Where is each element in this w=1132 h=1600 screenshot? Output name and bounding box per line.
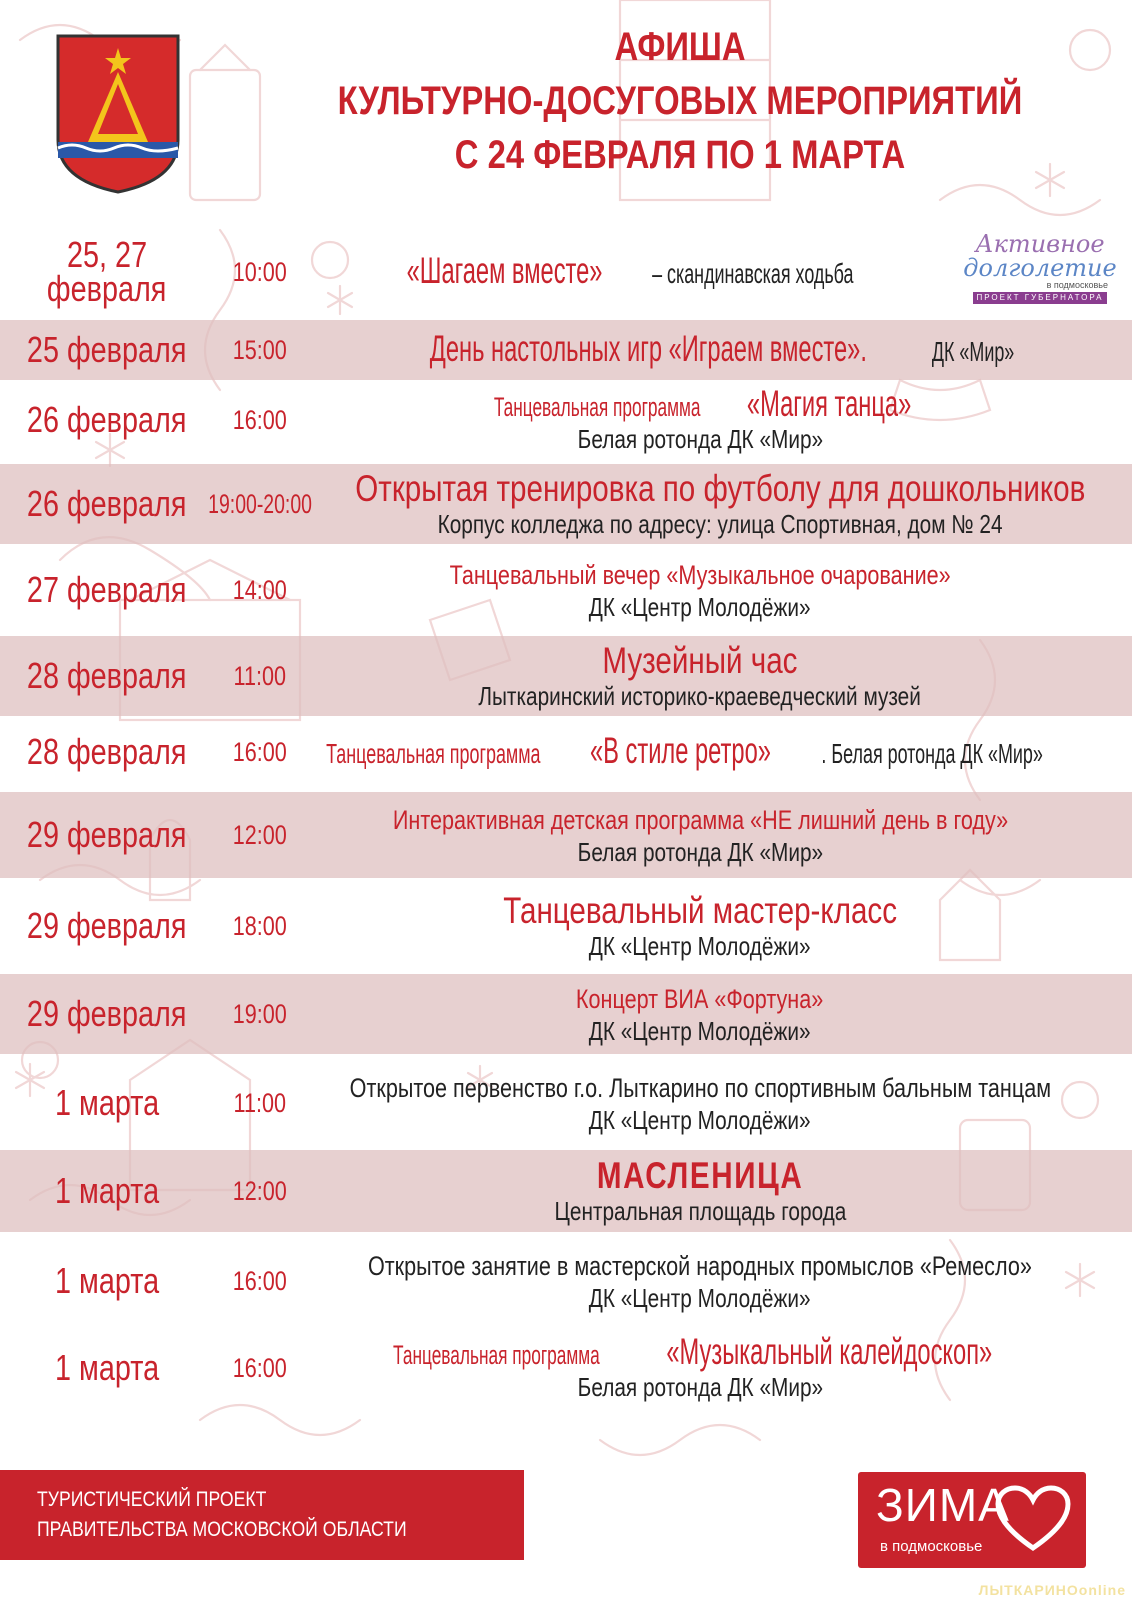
event-date: 26 февраля xyxy=(27,483,187,524)
event-description: День настольных игр «Играем вместе».ДК «Мир» xyxy=(429,327,1015,369)
event-time: 14:00 xyxy=(232,574,288,605)
event-time: 19:00 xyxy=(232,998,288,1029)
event-time: 10:00 xyxy=(232,256,288,287)
header-title-line2: КУЛЬТУРНО-ДОСУГОВЫХ МЕРОПРИЯТИЙ xyxy=(337,79,1023,123)
aktiv-logo-line4: ПРОЕКТ ГУБЕРНАТОРА xyxy=(973,292,1107,304)
footer-line2: ПРАВИТЕЛЬСТВА МОСКОВСКОЙ ОБЛАСТИ xyxy=(36,1518,407,1541)
event-description: Танцевальная программа«В стиле ретро» . Белая ротонда ДК «Мир» xyxy=(326,729,1043,771)
event-row xyxy=(0,1062,1132,1144)
event-date: 1 марта xyxy=(54,1260,160,1301)
event-date: 1 марта xyxy=(54,1082,160,1123)
event-time: 11:00 xyxy=(233,1087,287,1118)
event-row xyxy=(0,636,1132,716)
event-row xyxy=(0,464,1132,544)
event-date: 29 февраля xyxy=(27,905,187,946)
aktiv-logo-line3: в подмосковье xyxy=(1046,280,1108,290)
zima-title: ЗИМА xyxy=(876,1479,1010,1531)
header-title-line1: АФИША xyxy=(614,25,746,69)
event-date: 28 февраля xyxy=(27,655,187,696)
event-row xyxy=(0,886,1132,966)
event-time: 16:00 xyxy=(232,1265,288,1296)
zima-subtitle: в подмосковье xyxy=(880,1538,983,1555)
event-row xyxy=(0,1240,1132,1322)
header-title-line3: С 24 ФЕВРАЛЯ ПО 1 МАРТА xyxy=(454,133,906,177)
event-time: 16:00 xyxy=(232,1352,288,1383)
event-description: «Шагаем вместе»– скандинавская ходьба xyxy=(406,249,854,291)
event-description: Танцевальный вечер «Музыкальное очарование» ДК «Центр Молодёжи» xyxy=(449,560,951,622)
event-date: 26 февраля xyxy=(27,399,187,440)
event-date: 25 февраля xyxy=(27,329,187,370)
event-date: 28 февраля xyxy=(27,731,187,772)
event-time: 16:00 xyxy=(232,736,288,767)
event-date: 27 февраля xyxy=(27,569,187,610)
event-row xyxy=(0,384,1132,456)
event-date: 25, 27 февраля xyxy=(47,234,167,309)
event-row xyxy=(0,974,1132,1054)
aktiv-logo-line1: Активное xyxy=(975,230,1105,258)
event-date: 29 февраля xyxy=(27,814,187,855)
poster-header xyxy=(260,20,1100,182)
event-date: 1 марта xyxy=(54,1347,160,1388)
event-description: Танцевальная программа«Музыкальный калейдоскоп» Белая ротонда ДК «Мир» xyxy=(392,1330,993,1402)
event-description: Танцевальный мастер-класс ДК «Центр Молодёжи» xyxy=(503,890,897,961)
event-description: Открытое занятие в мастерской народных промыслов «Ремесло» ДК «Центр Молодёжи» xyxy=(368,1251,1032,1313)
event-description: Открытая тренировка по футболу для дошкольников Корпус колледжа по адресу: улица Спортивная, дом № 24 xyxy=(354,468,1086,539)
event-description: Интерактивная детская программа «НЕ лишний день в году» Белая ротонда ДК «Мир» xyxy=(392,805,1008,867)
event-date: 1 марта xyxy=(54,1170,160,1211)
event-row xyxy=(0,320,1132,380)
event-description: Открытое первенство г.о. Лыткарино по спортивным бальным танцам ДК «Центр Молодёжи» xyxy=(349,1073,1051,1135)
footer-line1: ТУРИСТИЧЕСКИЙ ПРОЕКТ xyxy=(36,1488,267,1511)
event-time: 16:00 xyxy=(232,404,288,435)
event-time: 19:00-20:00 xyxy=(208,488,312,519)
event-row xyxy=(0,792,1132,878)
event-description: Музейный час Лыткаринский историко-краеведческий музей xyxy=(478,640,922,711)
event-description: Танцевальная программа«Магия танца» Белая ротонда ДК «Мир» xyxy=(493,382,912,454)
event-row xyxy=(0,726,1132,778)
aktiv-logo-line2: долголетие xyxy=(963,254,1117,282)
event-time: 12:00 xyxy=(232,1175,288,1206)
event-row xyxy=(0,1150,1132,1232)
event-time: 12:00 xyxy=(232,819,288,850)
city-crest-logo xyxy=(52,30,184,195)
event-time: 15:00 xyxy=(232,334,288,365)
zima-logo xyxy=(858,1472,1086,1568)
event-time: 18:00 xyxy=(232,910,288,941)
event-description: МАСЛЕНИЦА Центральная площадь города xyxy=(554,1155,846,1226)
event-time: 11:00 xyxy=(233,660,287,691)
aktivnoe-dolgoletie-logo xyxy=(960,232,1120,312)
heart-icon xyxy=(994,1484,1072,1554)
footer-banner xyxy=(0,1470,524,1560)
watermark-credit: ЛЫТКАРИНОonline xyxy=(978,1582,1126,1598)
event-description: Концерт ВИА «Фортуна» ДК «Центр Молодёжи» xyxy=(576,984,824,1046)
event-row xyxy=(0,552,1132,628)
event-row xyxy=(0,1326,1132,1410)
event-date: 29 февраля xyxy=(27,993,187,1034)
